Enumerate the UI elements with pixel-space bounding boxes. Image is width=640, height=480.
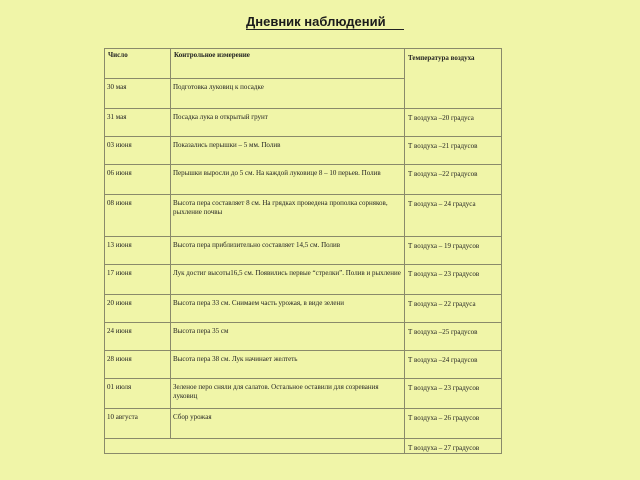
row-temperature: Т воздуха – 23 градусов bbox=[405, 379, 502, 409]
row-measurement: Перышки выросли до 5 см. На каждой луковице 8 – 10 перьев. Полив bbox=[171, 165, 405, 195]
row-date: 31 мая bbox=[105, 109, 171, 137]
header-measurement: Контрольное измерение bbox=[171, 49, 405, 79]
row-date: 06 июня bbox=[105, 165, 171, 195]
row-temperature: Т воздуха –24 градусов bbox=[405, 351, 502, 379]
row-temperature: Т воздуха – 23 градусов bbox=[405, 265, 502, 295]
row-measurement: Высота пера 35 см bbox=[171, 323, 405, 351]
row-date: 10 августа bbox=[105, 409, 171, 439]
row-date: 01 июля bbox=[105, 379, 171, 409]
row-measurement: Показались перышки – 5 мм. Полив bbox=[171, 137, 405, 165]
row-measurement: Высота пера приблизительно составляет 14,5 см. Полив bbox=[171, 237, 405, 265]
row-measurement: Зеленое перо сняли для салатов. Остальное оставили для созревания луковиц bbox=[171, 379, 405, 409]
observation-table bbox=[104, 48, 502, 454]
row-temperature: Т воздуха – 22 градуса bbox=[405, 295, 502, 323]
row-date: 20 июня bbox=[105, 295, 171, 323]
row-temperature: Т воздуха –25 градусов bbox=[405, 323, 502, 351]
table-header-row bbox=[105, 49, 502, 79]
row-measurement: Высота пера составляет 8 см. На грядках проведена прополка сорняков, рыхление почвы bbox=[171, 195, 405, 237]
row-temperature: Т воздуха – 19 градусов bbox=[405, 237, 502, 265]
row-measurement: Посадка лука в открытый грунт bbox=[171, 109, 405, 137]
row-date: 03 июня bbox=[105, 137, 171, 165]
row-measurement: Лук достиг высоты16,5 см. Появились первые “стрелки”. Полив и рыхление bbox=[171, 265, 405, 295]
page-title: Дневник наблюдений bbox=[246, 14, 404, 30]
row-date: 28 июня bbox=[105, 351, 171, 379]
row-measurement: Высота пера 38 см. Лук начинает желтеть bbox=[171, 351, 405, 379]
row-date: 08 июня bbox=[105, 195, 171, 237]
row-date: 24 июня bbox=[105, 323, 171, 351]
row-date: 17 июня bbox=[105, 265, 171, 295]
row-spacer bbox=[105, 439, 405, 454]
row-temperature: Т воздуха – 27 градусов bbox=[405, 439, 502, 454]
row-temperature: Т воздуха – 26 градусов bbox=[405, 409, 502, 439]
row-temperature: Т воздуха – 24 градуса bbox=[405, 195, 502, 237]
row-date: 13 июня bbox=[105, 237, 171, 265]
row-temperature: Т воздуха –21 градусов bbox=[405, 137, 502, 165]
row-temperature: Т воздуха –22 градусов bbox=[405, 165, 502, 195]
row-measurement: Подготовка луковиц к посадке bbox=[171, 79, 405, 109]
row-measurement: Сбор урожая bbox=[171, 409, 405, 439]
row-measurement: Высота пера 33 см. Снимаем часть урожая, в виде зелени bbox=[171, 295, 405, 323]
row-date: 30 мая bbox=[105, 79, 171, 109]
header-temperature: Температура воздуха bbox=[405, 49, 502, 109]
table-row bbox=[105, 439, 502, 454]
header-date: Число bbox=[105, 49, 171, 79]
row-temperature: Т воздуха –20 градуса bbox=[405, 109, 502, 137]
